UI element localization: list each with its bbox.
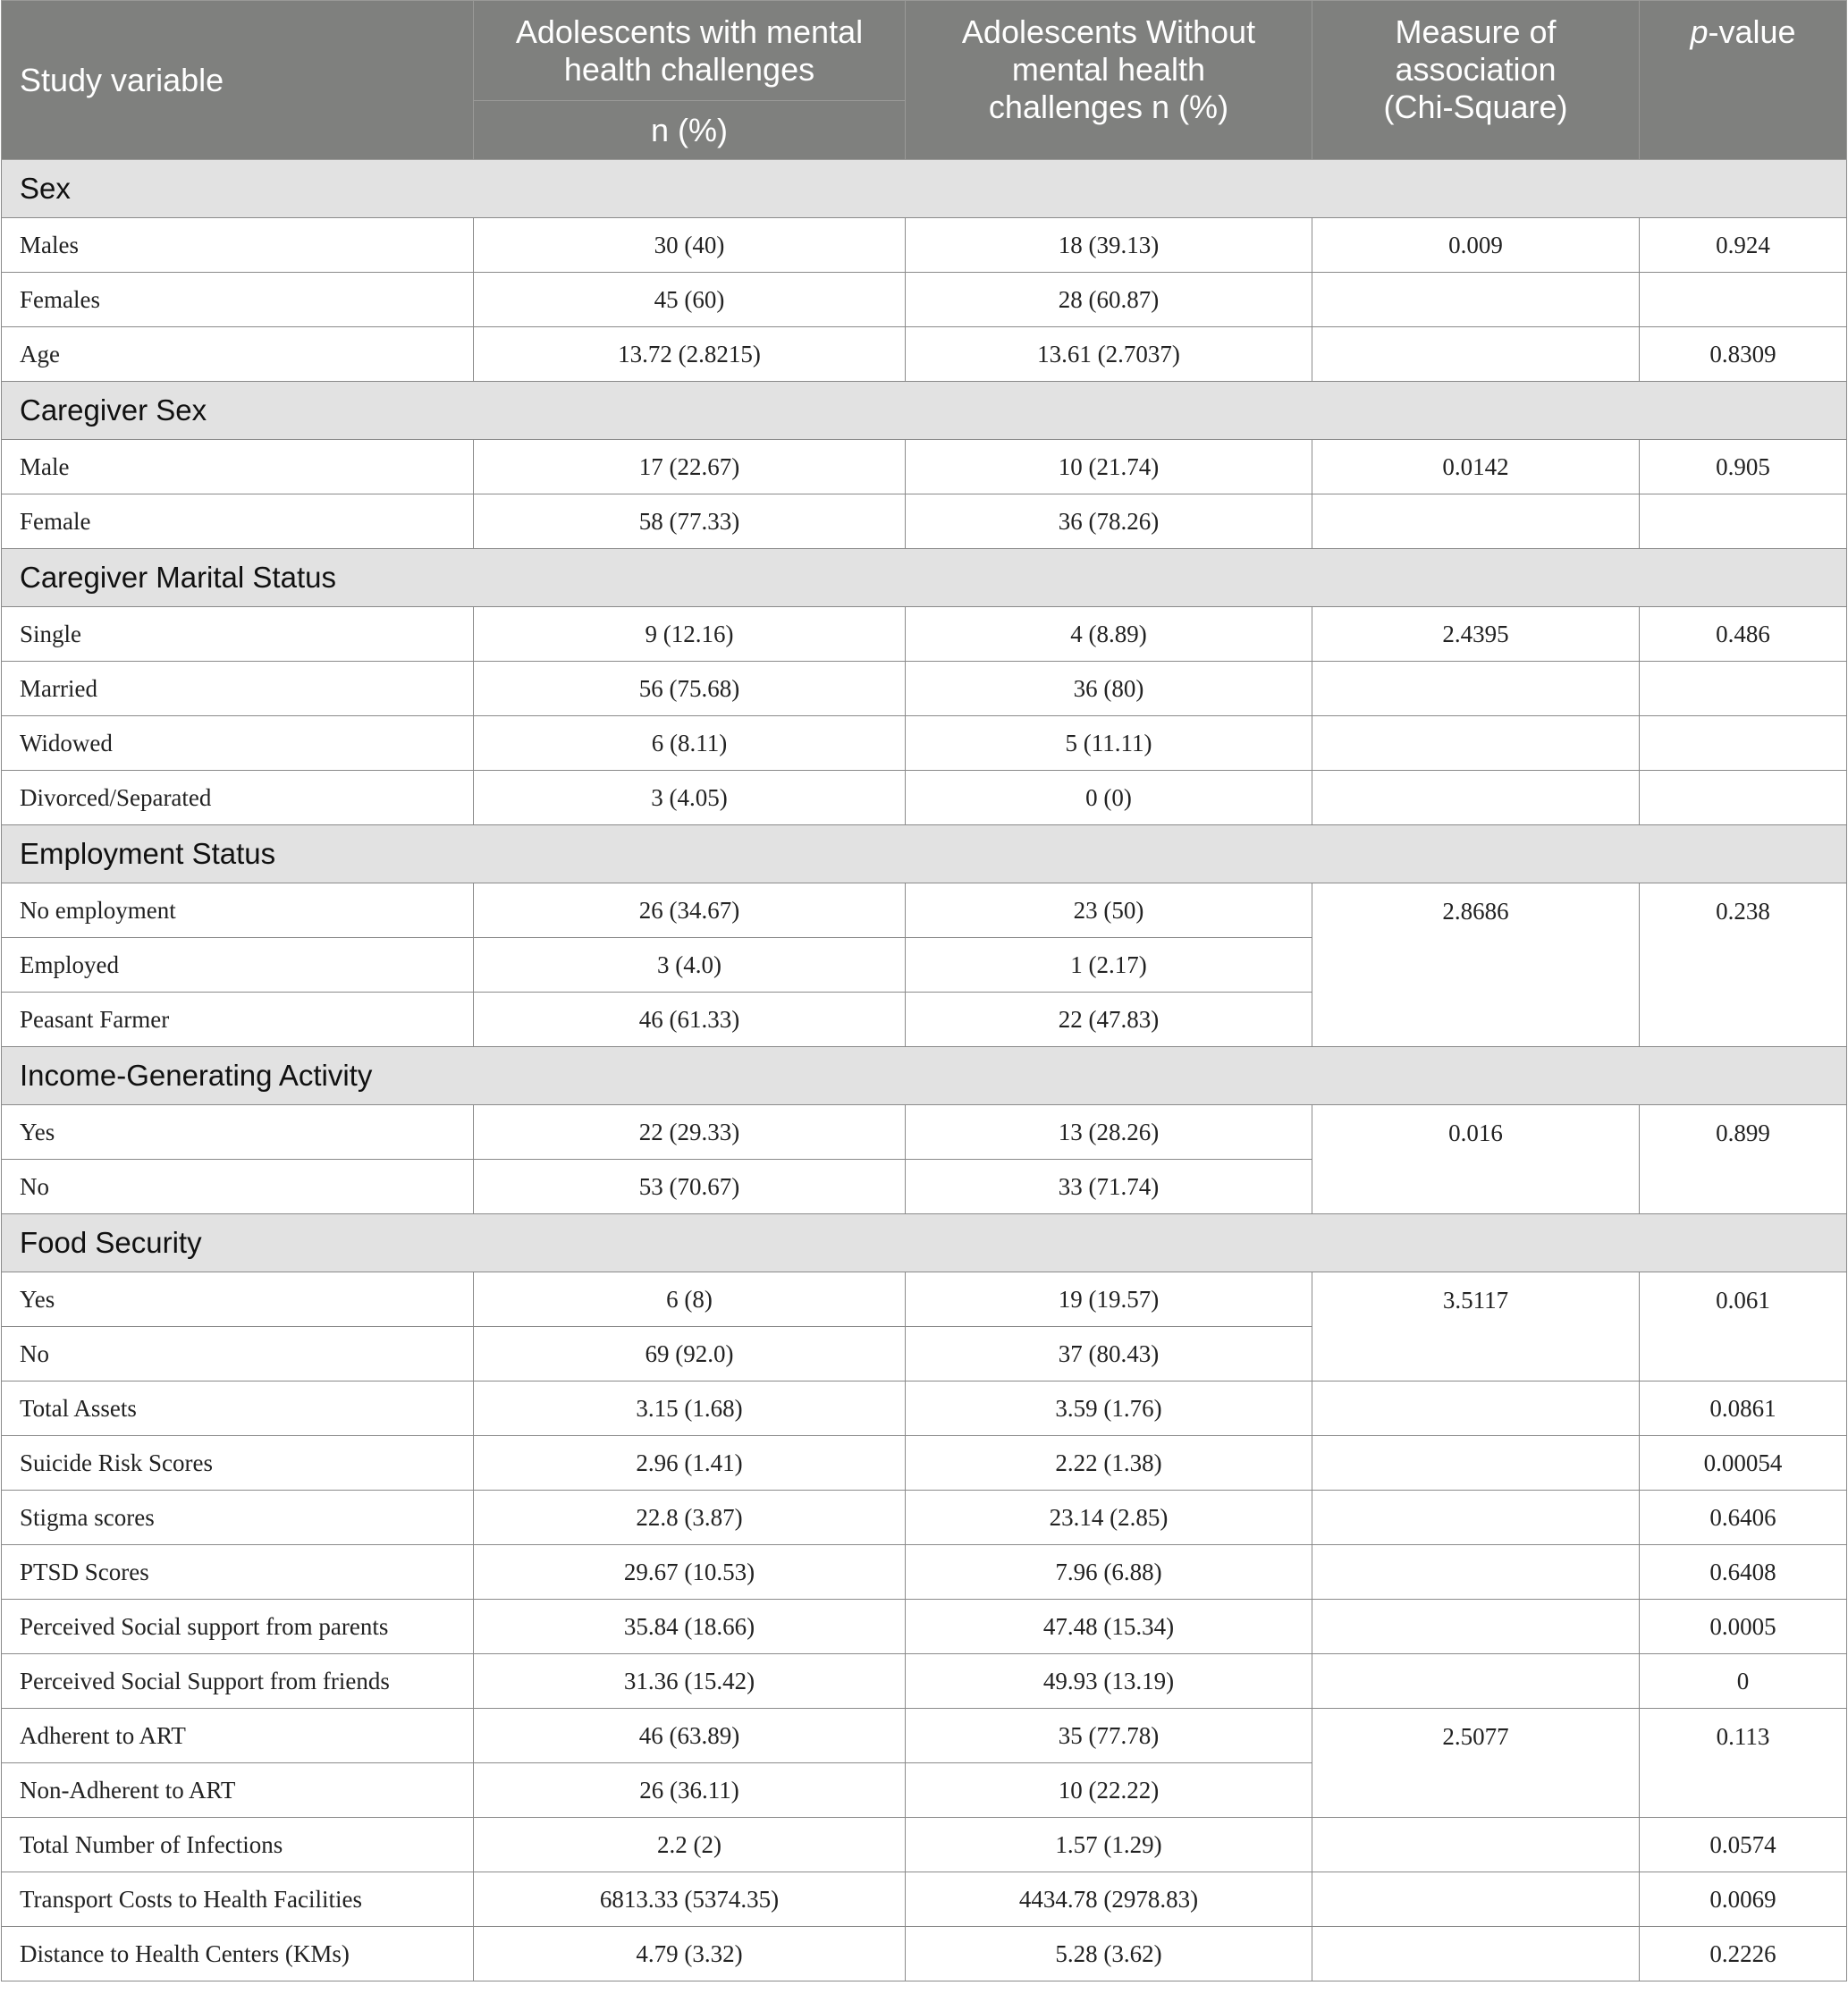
- cell-chi-square: [1312, 1654, 1640, 1709]
- cell-with: 56 (75.68): [474, 662, 906, 716]
- cell-p-value: 0.113: [1640, 1709, 1847, 1818]
- cell-with: 3 (4.0): [474, 938, 906, 993]
- cell-chi-square: [1312, 1491, 1640, 1545]
- cell-p-value: 0.061: [1640, 1272, 1847, 1382]
- cell-chi-square: [1312, 327, 1640, 382]
- cell-chi-square: 2.8686: [1312, 883, 1640, 1047]
- row-label: Males: [2, 218, 474, 273]
- header-without-line2: mental health: [1011, 51, 1206, 88]
- cell-without: 1.57 (1.29): [906, 1818, 1312, 1872]
- header-without-line1: Adolescents Without: [961, 13, 1256, 50]
- cell-p-value: 0.924: [1640, 218, 1847, 273]
- header-measure-association: [1312, 1, 1640, 160]
- cell-p-value: [1640, 494, 1847, 549]
- header-p-value: [1640, 1, 1847, 160]
- cell-with: 26 (36.11): [474, 1763, 906, 1818]
- row-label: Divorced/Separated: [2, 771, 474, 825]
- cell-chi-square: 0.009: [1312, 218, 1640, 273]
- cell-p-value: [1640, 716, 1847, 771]
- cell-chi-square: [1312, 1600, 1640, 1654]
- cell-with: 45 (60): [474, 273, 906, 327]
- cell-chi-square: [1312, 1818, 1640, 1872]
- cell-with: 58 (77.33): [474, 494, 906, 549]
- table-row: [2, 494, 1847, 549]
- cell-chi-square: [1312, 662, 1640, 716]
- cell-without: 35 (77.78): [906, 1709, 1312, 1763]
- table-row: [2, 771, 1847, 825]
- row-label: Yes: [2, 1272, 474, 1327]
- cell-without: 5.28 (3.62): [906, 1927, 1312, 1981]
- header-measure-line3: (Chi-Square): [1383, 89, 1568, 125]
- cell-chi-square: [1312, 1382, 1640, 1436]
- section-label: Employment Status: [2, 825, 1847, 883]
- cell-without: 2.22 (1.38): [906, 1436, 1312, 1491]
- row-label: No employment: [2, 883, 474, 938]
- cell-p-value: [1640, 273, 1847, 327]
- cell-with: 29.67 (10.53): [474, 1545, 906, 1600]
- cell-without: 47.48 (15.34): [906, 1600, 1312, 1654]
- cell-p-value: 0.6408: [1640, 1545, 1847, 1600]
- row-label: Married: [2, 662, 474, 716]
- header-with-line2: health challenges: [563, 51, 815, 88]
- table-row: [2, 662, 1847, 716]
- cell-p-value: [1640, 771, 1847, 825]
- cell-with: 69 (92.0): [474, 1327, 906, 1382]
- cell-without: 0 (0): [906, 771, 1312, 825]
- section-row-food-security: [2, 1214, 1847, 1272]
- cell-without: 10 (21.74): [906, 440, 1312, 494]
- cell-without: 49.93 (13.19): [906, 1654, 1312, 1709]
- cell-with: 3 (4.05): [474, 771, 906, 825]
- cell-without: 36 (80): [906, 662, 1312, 716]
- row-label: Stigma scores: [2, 1491, 474, 1545]
- cell-without: 10 (22.22): [906, 1763, 1312, 1818]
- header-with-line1: Adolescents with mental: [515, 13, 864, 50]
- section-label: Caregiver Sex: [2, 382, 1847, 440]
- row-label: Non-Adherent to ART: [2, 1763, 474, 1818]
- table-row: [2, 440, 1847, 494]
- row-label: PTSD Scores: [2, 1545, 474, 1600]
- row-label: Total Assets: [2, 1382, 474, 1436]
- section-row-income-generating-activity: [2, 1047, 1847, 1105]
- table-row: [2, 1272, 1847, 1327]
- cell-p-value: [1640, 662, 1847, 716]
- cell-with: 3.15 (1.68): [474, 1382, 906, 1436]
- table-row: [2, 607, 1847, 662]
- cell-with: 46 (61.33): [474, 993, 906, 1047]
- table-row: [2, 327, 1847, 382]
- row-label: Yes: [2, 1105, 474, 1160]
- cell-p-value: 0.238: [1640, 883, 1847, 1047]
- cell-with: 2.96 (1.41): [474, 1436, 906, 1491]
- cell-without: 22 (47.83): [906, 993, 1312, 1047]
- table-row: [2, 716, 1847, 771]
- header-p-rest: -value: [1708, 13, 1796, 50]
- row-label: Transport Costs to Health Facilities: [2, 1872, 474, 1927]
- cell-without: 13.61 (2.7037): [906, 327, 1312, 382]
- row-label: Widowed: [2, 716, 474, 771]
- cell-with: 31.36 (15.42): [474, 1654, 906, 1709]
- header-measure-line1: Measure of: [1395, 13, 1557, 50]
- study-variables-table: [1, 0, 1847, 1981]
- cell-p-value: 0.2226: [1640, 1927, 1847, 1981]
- section-label: Sex: [2, 160, 1847, 218]
- row-label: Distance to Health Centers (KMs): [2, 1927, 474, 1981]
- row-label: Perceived Social support from parents: [2, 1600, 474, 1654]
- table-row: [2, 1818, 1847, 1872]
- cell-with: 17 (22.67): [474, 440, 906, 494]
- section-row-employment-status: [2, 825, 1847, 883]
- cell-without: 4 (8.89): [906, 607, 1312, 662]
- cell-without: 23.14 (2.85): [906, 1491, 1312, 1545]
- row-label: Single: [2, 607, 474, 662]
- row-label: Male: [2, 440, 474, 494]
- cell-p-value: 0.899: [1640, 1105, 1847, 1214]
- cell-with: 26 (34.67): [474, 883, 906, 938]
- cell-chi-square: 2.5077: [1312, 1709, 1640, 1818]
- row-label: Total Number of Infections: [2, 1818, 474, 1872]
- cell-without: 23 (50): [906, 883, 1312, 938]
- row-label: No: [2, 1160, 474, 1214]
- cell-without: 36 (78.26): [906, 494, 1312, 549]
- cell-without: 33 (71.74): [906, 1160, 1312, 1214]
- cell-with: 35.84 (18.66): [474, 1600, 906, 1654]
- cell-p-value: 0.8309: [1640, 327, 1847, 382]
- cell-chi-square: [1312, 1545, 1640, 1600]
- cell-without: 5 (11.11): [906, 716, 1312, 771]
- table-row: [2, 1600, 1847, 1654]
- cell-with: 22 (29.33): [474, 1105, 906, 1160]
- cell-with: 22.8 (3.87): [474, 1491, 906, 1545]
- row-label: Age: [2, 327, 474, 382]
- cell-p-value: 0.0069: [1640, 1872, 1847, 1927]
- header-without-line3: challenges n (%): [988, 89, 1229, 125]
- cell-chi-square: [1312, 1872, 1640, 1927]
- cell-without: 37 (80.43): [906, 1327, 1312, 1382]
- cell-with: 30 (40): [474, 218, 906, 273]
- section-row-caregiver-marital-status: [2, 549, 1847, 607]
- section-row-caregiver-sex: [2, 382, 1847, 440]
- cell-without: 28 (60.87): [906, 273, 1312, 327]
- table-row: [2, 1491, 1847, 1545]
- cell-chi-square: [1312, 1436, 1640, 1491]
- row-label: Peasant Farmer: [2, 993, 474, 1047]
- section-label: Income-Generating Activity: [2, 1047, 1847, 1105]
- header-p-italic: p: [1690, 13, 1709, 50]
- section-label: Caregiver Marital Status: [2, 549, 1847, 607]
- table-row: [2, 1382, 1847, 1436]
- cell-without: 4434.78 (2978.83): [906, 1872, 1312, 1927]
- cell-with: 13.72 (2.8215): [474, 327, 906, 382]
- cell-chi-square: 0.0142: [1312, 440, 1640, 494]
- cell-without: 13 (28.26): [906, 1105, 1312, 1160]
- cell-without: 3.59 (1.76): [906, 1382, 1312, 1436]
- table-row: [2, 1545, 1847, 1600]
- cell-chi-square: [1312, 273, 1640, 327]
- cell-without: 7.96 (6.88): [906, 1545, 1312, 1600]
- section-row-sex: [2, 160, 1847, 218]
- row-label: Perceived Social Support from friends: [2, 1654, 474, 1709]
- table-row: [2, 1436, 1847, 1491]
- cell-with: 9 (12.16): [474, 607, 906, 662]
- cell-p-value: 0.00054: [1640, 1436, 1847, 1491]
- cell-p-value: 0.0574: [1640, 1818, 1847, 1872]
- cell-p-value: 0.0005: [1640, 1600, 1847, 1654]
- cell-chi-square: [1312, 771, 1640, 825]
- header-with-subheader: [474, 101, 906, 160]
- cell-with: 6813.33 (5374.35): [474, 1872, 906, 1927]
- cell-chi-square: 3.5117: [1312, 1272, 1640, 1382]
- row-label: Employed: [2, 938, 474, 993]
- cell-with: 46 (63.89): [474, 1709, 906, 1763]
- header-study-variable: [2, 1, 474, 160]
- cell-with: 4.79 (3.32): [474, 1927, 906, 1981]
- row-label: Females: [2, 273, 474, 327]
- header-study-variable-text: Study variable: [20, 61, 224, 98]
- cell-chi-square: 2.4395: [1312, 607, 1640, 662]
- cell-p-value: 0.6406: [1640, 1491, 1847, 1545]
- header-with-sub-text: n (%): [650, 111, 728, 148]
- cell-chi-square: [1312, 494, 1640, 549]
- table-row: [2, 1927, 1847, 1981]
- cell-without: 19 (19.57): [906, 1272, 1312, 1327]
- cell-without: 18 (39.13): [906, 218, 1312, 273]
- table-row: [2, 1709, 1847, 1763]
- header-without-challenges: [906, 1, 1312, 160]
- cell-with: 53 (70.67): [474, 1160, 906, 1214]
- table-row: [2, 1654, 1847, 1709]
- table-row: [2, 218, 1847, 273]
- row-label: Suicide Risk Scores: [2, 1436, 474, 1491]
- header-measure-line2: association: [1395, 51, 1557, 88]
- cell-with: 6 (8.11): [474, 716, 906, 771]
- row-label: Female: [2, 494, 474, 549]
- row-label: No: [2, 1327, 474, 1382]
- row-label: Adherent to ART: [2, 1709, 474, 1763]
- cell-p-value: 0.486: [1640, 607, 1847, 662]
- section-label: Food Security: [2, 1214, 1847, 1272]
- table-row: [2, 1872, 1847, 1927]
- table-row: [2, 273, 1847, 327]
- header-with-challenges: [474, 1, 906, 101]
- cell-chi-square: 0.016: [1312, 1105, 1640, 1214]
- table-row: [2, 1105, 1847, 1160]
- cell-without: 1 (2.17): [906, 938, 1312, 993]
- table-row: [2, 883, 1847, 938]
- cell-with: 6 (8): [474, 1272, 906, 1327]
- cell-chi-square: [1312, 1927, 1640, 1981]
- cell-p-value: 0: [1640, 1654, 1847, 1709]
- cell-p-value: 0.905: [1640, 440, 1847, 494]
- cell-chi-square: [1312, 716, 1640, 771]
- cell-with: 2.2 (2): [474, 1818, 906, 1872]
- cell-p-value: 0.0861: [1640, 1382, 1847, 1436]
